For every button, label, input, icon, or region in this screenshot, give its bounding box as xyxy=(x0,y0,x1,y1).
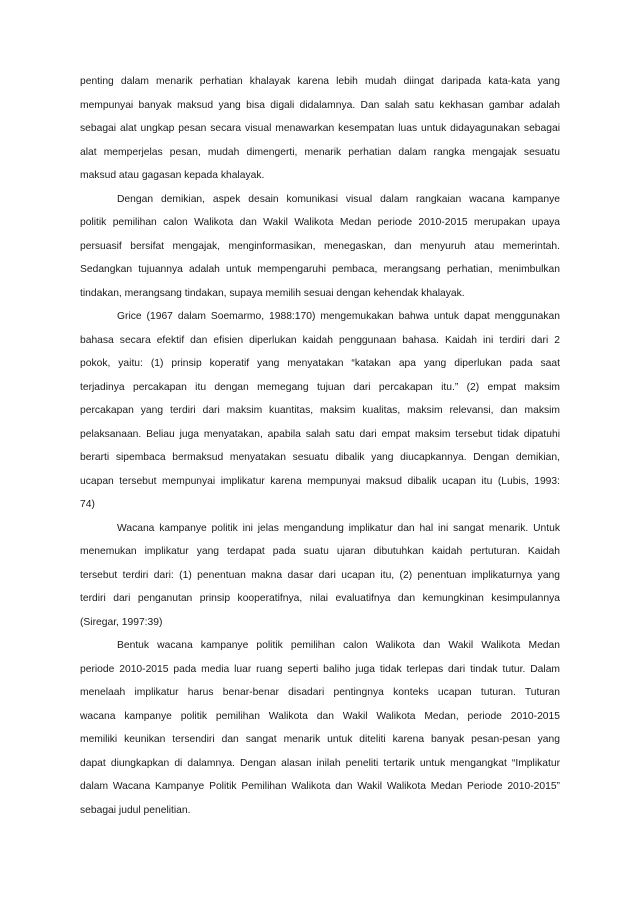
text-line: Dengan demikian, aspek desain komunikasi visual dalam rangkaian wacana kampanye xyxy=(117,193,560,205)
paragraph-2 xyxy=(80,188,560,306)
text-line: dalam Wacana Kampanye Politik Pemilihan Walikota dan Wakil Walikota Medan Periode 2010-2015” xyxy=(80,781,560,792)
text-line: menemukan implikatur yang terdapat pada suatu ujaran dibutuhkan kaidah pertuturan. Kaidah xyxy=(80,546,560,557)
text-line: Sedangkan tujuannya adalah untuk mempengaruhi pembaca, merangsang perhatian, menimbulkan xyxy=(80,264,560,275)
text-line: mempunyai banyak maksud yang bisa digali didalamnya. Dan salah satu kekhasan gambar adalah xyxy=(80,99,560,111)
text-line: percakapan yang terdiri dari maksim kuantitas, maksim kualitas, maksim relevansi, dan maksim xyxy=(80,405,560,416)
paragraph-4 xyxy=(80,517,560,635)
text-line: tindakan, merangsang tindakan, supaya memilih sesuai dengan kehendak khalayak. xyxy=(80,287,465,299)
text-line: pelaksanaan. Beliau juga menyatakan, apabila salah satu dari empat maksim tersebut tidak dipatuhi xyxy=(80,428,560,440)
text-line: tersebut terdiri dari: (1) penentuan makna dasar dari ucapan itu, (2) penentuan implikaturnya yang xyxy=(80,569,560,581)
document-page xyxy=(80,70,560,822)
text-line: (Siregar, 1997:39) xyxy=(80,616,163,628)
text-line: memiliki keunikan tersendiri dan sangat menarik untuk diteliti karena banyak pesan-pesan yang xyxy=(80,734,560,745)
paragraph-1 xyxy=(80,70,560,188)
text-line: wacana kampanye politik pemilihan Walikota dan Wakil Walikota Medan, periode 2010-2015 xyxy=(80,710,560,722)
paragraph-3 xyxy=(80,305,560,517)
text-line: terdiri dari penganutan prinsip kooperatifnya, nilai evaluatifnya dan kemungkinan kesimpulannya xyxy=(80,593,560,604)
text-line: maksud atau gagasan kepada khalayak. xyxy=(80,170,265,181)
text-line: persuasif bersifat mengajak, menginformasikan, menegaskan, dan menyuruh atau memerintah. xyxy=(80,240,560,252)
paragraph-5 xyxy=(80,634,560,822)
text-line: bahasa secara efektif dan efisien diperlukan kaidah penggunaan bahasa. Kaidah ini terdiri dari 2 xyxy=(80,334,560,346)
text-line: sebagai judul penelitian. xyxy=(80,804,191,816)
text-line: dapat diungkapkan di dalamnya. Dengan alasan inilah peneliti tertarik untuk mengangkat “Implikatur xyxy=(80,757,560,769)
text-line: pokok, yaitu: (1) prinsip koperatif yang menyatakan “katakan apa yang diperlukan pada saat xyxy=(80,358,560,369)
text-line: Bentuk wacana kampanye politik pemilihan calon Walikota dan Wakil Walikota Medan xyxy=(117,640,560,651)
text-line: periode 2010-2015 pada media luar ruang seperti baliho juga tidak terlepas dari tindak tutur. Dalam xyxy=(80,663,560,675)
text-line: terjadinya percakapan itu dengan memegang tujuan dari percakapan itu.” (2) empat maksim xyxy=(80,381,560,393)
text-line: Grice (1967 dalam Soemarmo, 1988:170) mengemukakan bahwa untuk dapat menggunakan xyxy=(117,311,560,322)
text-line: ucapan tersebut mempunyai implikatur karena mempunyai maksud dibalik ucapan itu (Lubis, 1993: xyxy=(80,475,560,487)
text-line: politik pemilihan calon Walikota dan Wakil Walikota Medan periode 2010-2015 merupakan upaya xyxy=(80,217,560,228)
text-line: Wacana kampanye politik ini jelas mengandung implikatur dan hal ini sangat menarik. Untuk xyxy=(117,522,560,534)
text-line: penting dalam menarik perhatian khalayak karena lebih mudah diingat daripada kata-kata yang xyxy=(80,76,560,87)
text-line: berarti sipembaca bermaksud menyatakan sesuatu dibalik yang diucapkannya. Dengan demikian, xyxy=(80,452,560,463)
text-line: 74) xyxy=(80,499,95,510)
text-line: menelaah implikatur harus benar-benar disadari pentingnya konteks ucapan tuturan. Tuturan xyxy=(80,687,560,698)
text-line: alat memperjelas pesan, mudah dimengerti, menarik perhatian dalam rangka mengajak sesuatu xyxy=(80,146,560,158)
text-line: sebagai alat ungkap pesan secara visual menawarkan kesempatan luas untuk didayagunakan sebagai xyxy=(80,123,560,134)
